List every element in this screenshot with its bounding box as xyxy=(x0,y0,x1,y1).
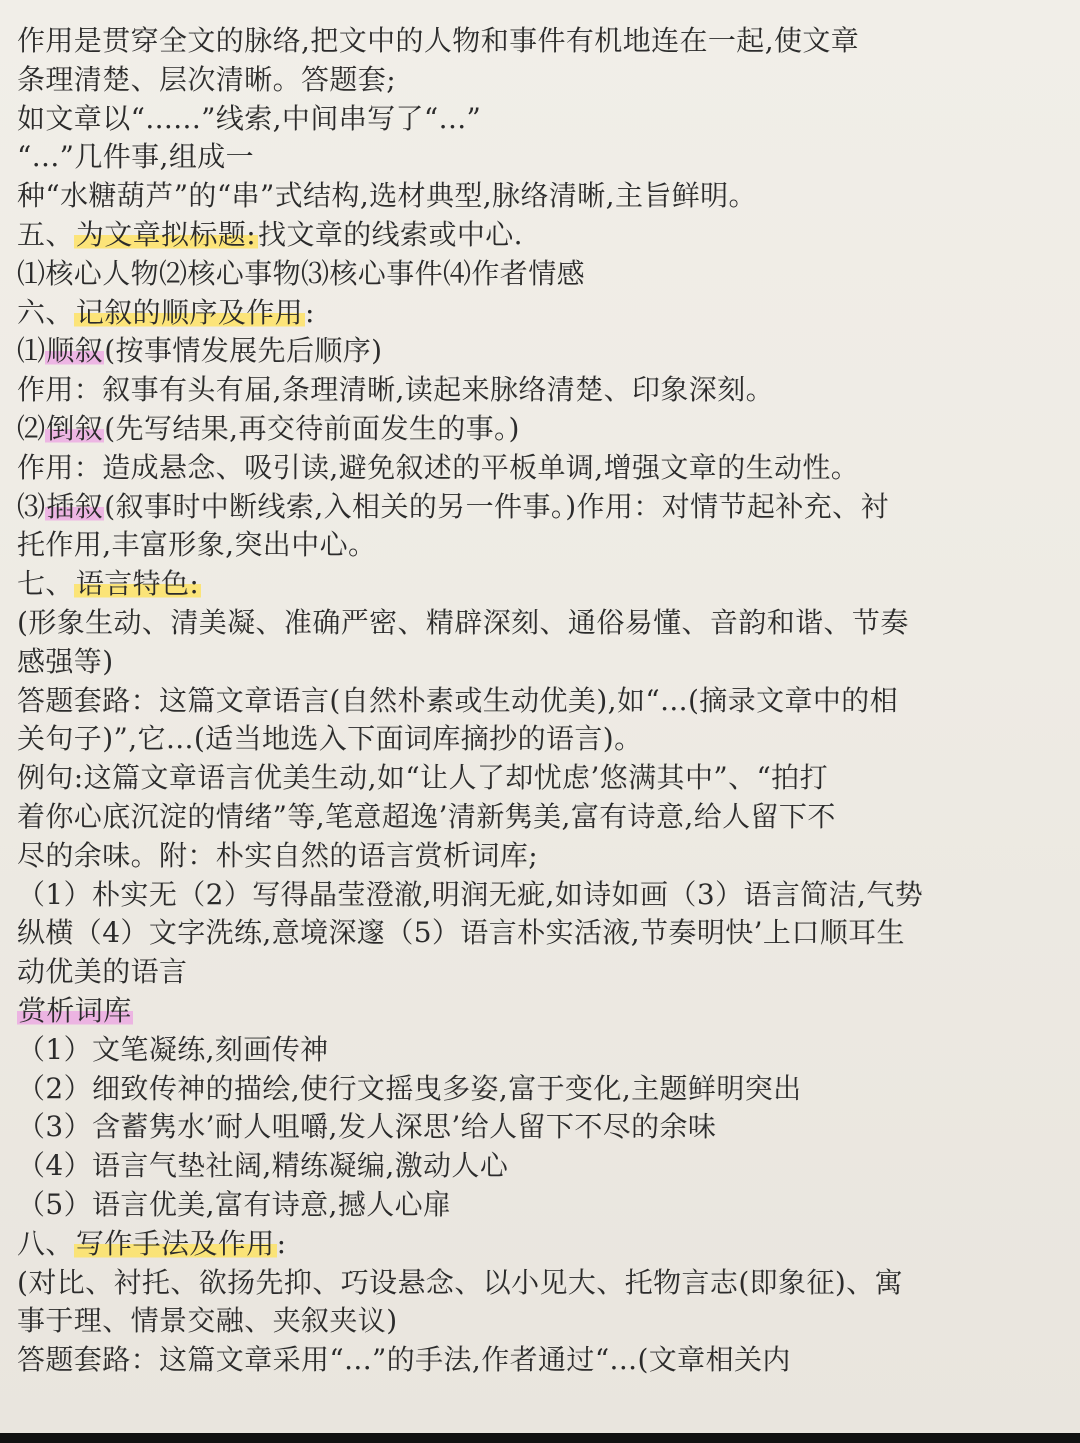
text-line: 着你心底沉淀的情绪”等,笔意超逸’清新隽美,富有诗意,给人留下不 xyxy=(17,799,836,833)
subheading-appreciation-lexicon xyxy=(17,992,1067,1031)
text-line: (对比、衬托、欲扬先抑、巧设悬念、以小见大、托物言志(即象征)、寓 xyxy=(17,1265,903,1299)
text-line: 例句:这篇文章语言优美生动,如“让人了却忧虑’悠满其中”、“拍打 xyxy=(17,761,828,795)
list-item: （1）文笔凝练,刻画传神 xyxy=(17,1032,329,1066)
text-line: 动优美的语言 xyxy=(17,955,188,989)
bottom-edge-bar xyxy=(0,1433,1080,1443)
text-line: 纵横（4）文字洗练,意境深邃（5）语言朴实活液,节奏明快’上口顺耳生 xyxy=(17,916,905,950)
section-heading-7: 七、语言特色: xyxy=(17,567,200,601)
highlight-yellow: 记叙的顺序及作用 xyxy=(75,295,304,329)
text-line: （1）朴实无（2）写得晶莹澄澈,明润无疵,如诗如画（3）语言简洁,气势 xyxy=(17,877,924,911)
list-item: （4）语言气垫社阔,精练凝编,激动人心 xyxy=(17,1149,509,1183)
text-line: 作用：造成悬念、吸引读,避免叙述的平板单调,增强文章的生动性。 xyxy=(17,450,860,484)
text-line: 事于理、情景交融、夹叙夹议) xyxy=(17,1304,398,1338)
highlight-pink: 插叙 xyxy=(46,489,104,523)
highlight-yellow: 语言特色: xyxy=(75,567,200,601)
text-line: ⑵倒叙(先写结果,再交待前面发生的事。) xyxy=(17,411,520,445)
text-line: ⑶插叙(叙事时中断线索,入相关的另一件事。)作用：对情节起补充、衬 xyxy=(17,489,889,523)
highlight-yellow: 写作手法及作用 xyxy=(75,1226,275,1260)
text-line: 作用是贯穿全文的脉络,把文中的人物和事件有机地连在一起,使文章 xyxy=(17,24,860,57)
text-line: 托作用,丰富形象,突出中心。 xyxy=(17,528,377,562)
list-item: （3）含蓄隽水’耐人咀嚼,发人深思’给人留下不尽的余味 xyxy=(17,1110,717,1144)
section-heading-5: 五、为文章拟标题:找文章的线索或中心. xyxy=(17,217,523,251)
text-line: “...”几件事,组成一 xyxy=(17,140,255,174)
text-line: 种“水糖葫芦”的“串”式结构,选材典型,脉络清晰,主旨鲜明。 xyxy=(17,179,757,213)
text-line: 答题套路：这篇文章语言(自然朴素或生动优美),如“...(摘录文章中的相 xyxy=(17,683,899,717)
list-item: （5）语言优美,富有诗意,撼人心扉 xyxy=(17,1187,452,1221)
text-line: 感强等) xyxy=(17,644,114,678)
text-line: 如文章以“......”线索,中间串写了“...” xyxy=(17,101,482,135)
text-line: 答题套路：这篇文章采用“...”的手法,作者通过“...(文章相关内 xyxy=(17,1343,791,1377)
highlight-pink: 顺叙 xyxy=(46,334,104,368)
text-line: 条理清楚、层次清晰。答题套; xyxy=(17,62,397,96)
highlight-pink: 倒叙 xyxy=(46,411,104,445)
highlight-yellow: 为文章拟标题: xyxy=(75,217,257,251)
text-line: ⑴顺叙(按事情发展先后顺序) xyxy=(17,334,383,368)
text-line: 作用：叙事有头有届,条理清晰,读起来脉络清楚、印象深刻。 xyxy=(17,373,775,407)
list-item: （2）细致传神的描绘,使行文摇曳多姿,富于变化,主题鲜明突出 xyxy=(17,1071,802,1105)
highlight-pink: 赏析词库 xyxy=(18,993,132,1027)
text-line: ⑴核心人物⑵核心事物⑶核心事件⑷作者情感 xyxy=(17,256,586,290)
section-heading-8: 八、写作手法及作用: xyxy=(17,1226,287,1260)
text-line: 关句子)”,它...(适当地选入下面词库摘抄的语言)。 xyxy=(17,722,643,756)
section-heading-6: 六、记叙的顺序及作用: xyxy=(17,295,315,329)
text-line: (形象生动、清美凝、准确严密、精辟深刻、通俗易懂、音韵和谐、节奏 xyxy=(17,605,909,639)
text-line: 尽的余味。附：朴实自然的语言赏析词库; xyxy=(17,838,539,872)
notes-text xyxy=(17,22,1067,1380)
